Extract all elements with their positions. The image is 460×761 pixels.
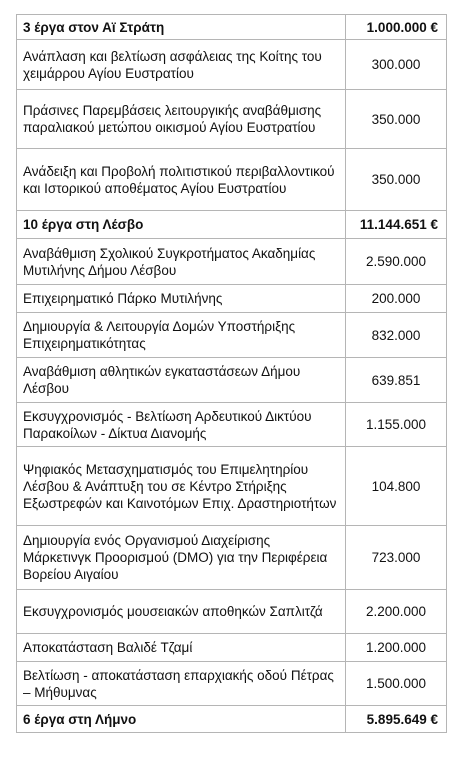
project-name: Εκσυγχρονισμός μουσειακών αποθηκών Σαπλιτζά: [17, 590, 346, 634]
projects-document: [16, 14, 446, 733]
section-title: 6 έργα στη Λήμνο: [17, 706, 346, 733]
section-total: 5.895.649 €: [346, 706, 447, 733]
project-amount: 300.000: [346, 40, 447, 90]
table-row: [17, 90, 447, 149]
project-amount: 350.000: [346, 149, 447, 211]
table-row: [17, 358, 447, 403]
project-amount: 1.155.000: [346, 403, 447, 447]
table-row: [17, 634, 447, 662]
project-amount: 1.500.000: [346, 662, 447, 706]
project-name: Αναβάθμιση Σχολικού Συγκροτήματος Ακαδημίας Μυτιλήνης Δήμου Λέσβου: [17, 239, 346, 285]
project-name: Βελτίωση - αποκατάσταση επαρχιακής οδού Πέτρας – Μήθυμνας: [17, 662, 346, 706]
section-total: 11.144.651 €: [346, 211, 447, 239]
project-name: Δημιουργία ενός Οργανισμού Διαχείρισης Μάρκετινγκ Προορισμού (DMO) για την Περιφέρεια Βορείου Αιγαίου: [17, 526, 346, 590]
section-title: 3 έργα στον Αϊ Στράτη: [17, 15, 346, 40]
project-amount: 350.000: [346, 90, 447, 149]
project-amount: 1.200.000: [346, 634, 447, 662]
table-row: [17, 403, 447, 447]
project-amount: 2.200.000: [346, 590, 447, 634]
project-name: Δημιουργία & Λειτουργία Δομών Υποστήριξης Επιχειρηματικότητας: [17, 313, 346, 358]
projects-table: [16, 14, 447, 733]
table-row: [17, 526, 447, 590]
project-name: Ψηφιακός Μετασχηματισμός του Επιμελητηρίου Λέσβου & Ανάπτυξη του σε Κέντρο Στήριξης Εξωστρεφών και Καινοτόμων Επιχ. Δραστηριοτήτων: [17, 447, 346, 526]
table-row: [17, 590, 447, 634]
project-amount: 639.851: [346, 358, 447, 403]
project-name: Αναβάθμιση αθλητικών εγκαταστάσεων Δήμου Λέσβου: [17, 358, 346, 403]
project-amount: 104.800: [346, 447, 447, 526]
project-name: Πράσινες Παρεμβάσεις λειτουργικής αναβάθμισης παραλιακού μετώπου οικισμού Αγίου Ευστρατίου: [17, 90, 346, 149]
table-row: [17, 40, 447, 90]
section-header-agios-efstratios: [17, 15, 447, 40]
project-amount: 723.000: [346, 526, 447, 590]
project-name: Ανάδειξη και Προβολή πολιτιστικού περιβαλλοντικού και Ιστορικού αποθέματος Αγίου Ευστρατίου: [17, 149, 346, 211]
table-row: [17, 662, 447, 706]
section-header-lesvos: [17, 211, 447, 239]
table-row: [17, 149, 447, 211]
section-header-limnos: [17, 706, 447, 733]
project-amount: 2.590.000: [346, 239, 447, 285]
table-row: [17, 239, 447, 285]
section-total: 1.000.000 €: [346, 15, 447, 40]
table-row: [17, 447, 447, 526]
project-name: Επιχειρηματικό Πάρκο Μυτιλήνης: [17, 285, 346, 313]
table-row: [17, 313, 447, 358]
project-amount: 200.000: [346, 285, 447, 313]
project-name: Εκσυγχρονισμός - Βελτίωση Αρδευτικού Δικτύου Παρακοίλων - Δίκτυα Διανομής: [17, 403, 346, 447]
project-name: Αποκατάσταση Βαλιδέ Τζαμί: [17, 634, 346, 662]
table-row: [17, 285, 447, 313]
project-amount: 832.000: [346, 313, 447, 358]
project-name: Ανάπλαση και βελτίωση ασφάλειας της Κοίτης του χειμάρρου Αγίου Ευστρατίου: [17, 40, 346, 90]
section-title: 10 έργα στη Λέσβο: [17, 211, 346, 239]
